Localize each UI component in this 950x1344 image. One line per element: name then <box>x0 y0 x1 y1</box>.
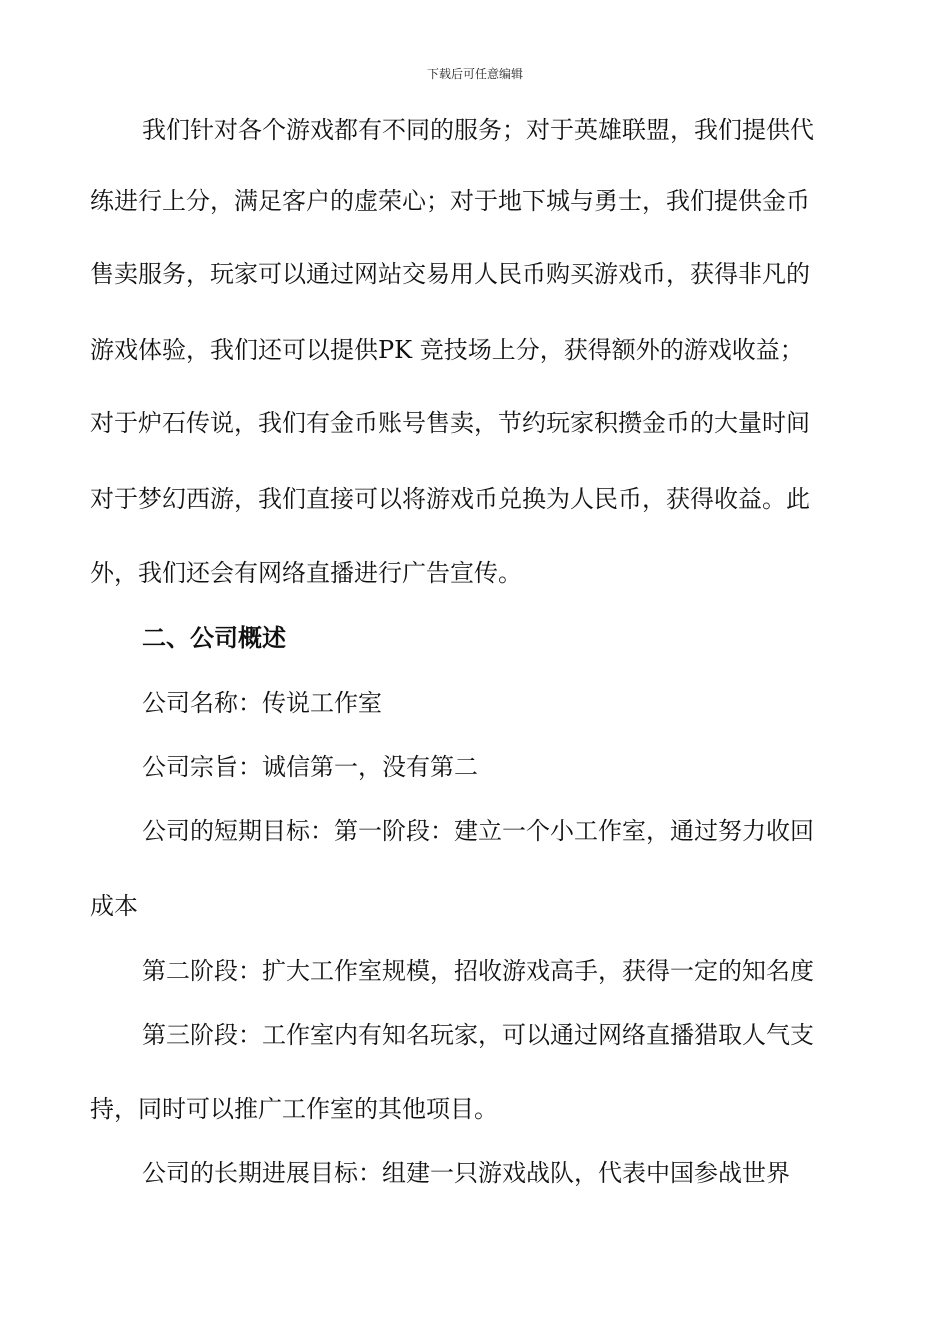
short-term-goal-line: 公司的短期目标：第一阶段：建立一个小工作室，通过努力收回 <box>142 817 814 845</box>
paragraph-line: 我们针对各个游戏都有不同的服务；对于英雄联盟，我们提供代 <box>142 116 814 144</box>
short-term-goal-line: 成本 <box>90 892 138 920</box>
stage-three-line: 持，同时可以推广工作室的其他项目。 <box>90 1095 498 1123</box>
paragraph-line: 对于炉石传说，我们有金币账号售卖，节约玩家积攒金币的大量时间 <box>90 409 810 437</box>
stage-two-line: 第二阶段：扩大工作室规模，招收游戏高手，获得一定的知名度 <box>142 957 814 985</box>
paragraph-line: 售卖服务，玩家可以通过网站交易用人民币购买游戏币，获得非凡的 <box>90 260 810 288</box>
paragraph-line: 游戏体验，我们还可以提供PK 竞技场上分，获得额外的游戏收益； <box>90 336 804 364</box>
company-motto-line: 公司宗旨：诚信第一，没有第二 <box>142 753 478 781</box>
section-heading: 二、公司概述 <box>142 624 286 652</box>
page-header: 下载后可任意编辑 <box>426 67 523 81</box>
paragraph-line: 对于梦幻西游，我们直接可以将游戏币兑换为人民币，获得收益。此 <box>90 485 810 513</box>
company-name-line: 公司名称：传说工作室 <box>142 689 382 717</box>
paragraph-line: 练进行上分，满足客户的虚荣心；对于地下城与勇士，我们提供金币 <box>90 187 810 215</box>
paragraph-line: 外，我们还会有网络直播进行广告宣传。 <box>90 559 522 587</box>
stage-three-line: 第三阶段：工作室内有知名玩家，可以通过网络直播猎取人气支 <box>142 1021 814 1049</box>
long-term-goal-line: 公司的长期进展目标：组建一只游戏战队，代表中国参战世界 <box>142 1159 790 1187</box>
